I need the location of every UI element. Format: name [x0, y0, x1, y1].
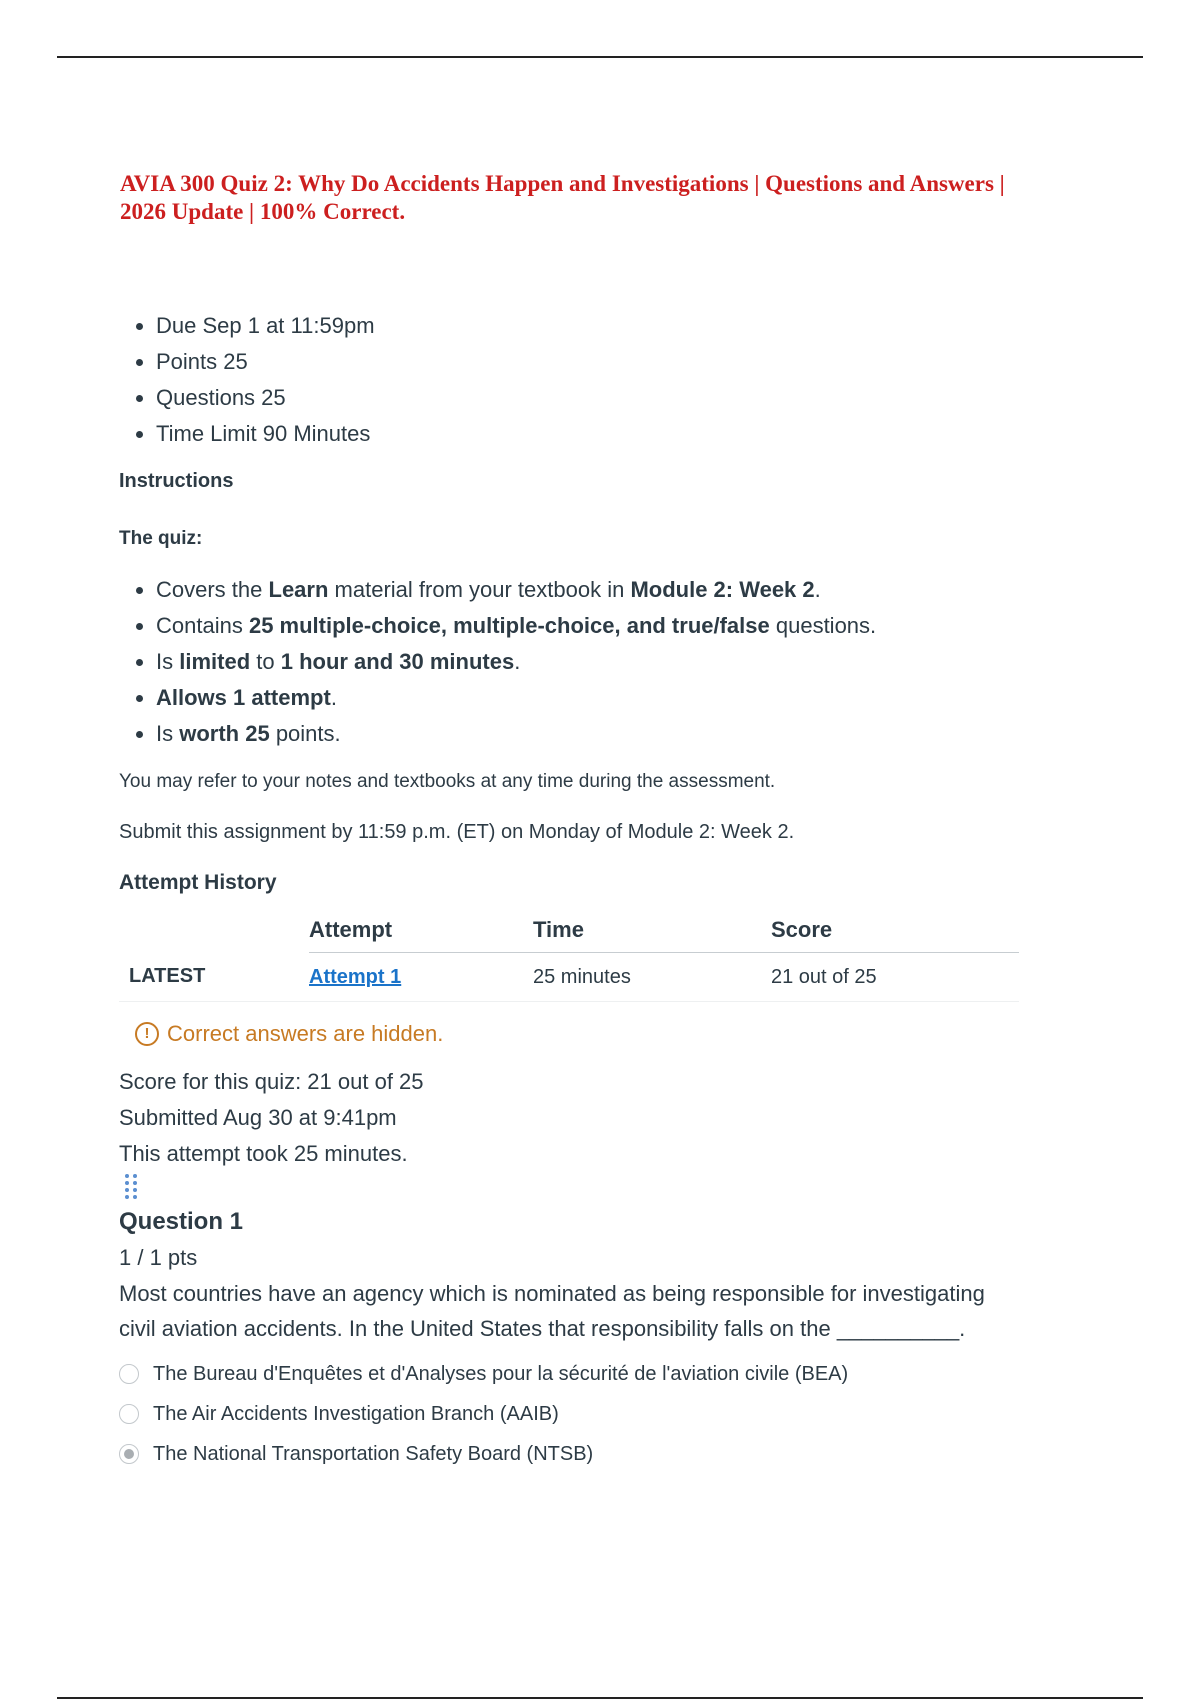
answers-hidden-notice: [135, 1018, 1019, 1050]
column-header-score: Score: [771, 908, 1019, 953]
notice-text: Correct answers are hidden.: [167, 1021, 444, 1046]
attempt-history-heading: Attempt History: [119, 871, 277, 894]
submitted-time: Submitted Aug 30 at 9:41pm: [119, 1105, 397, 1130]
radio-button[interactable]: [119, 1404, 139, 1424]
drag-handle-icon[interactable]: [119, 1174, 143, 1200]
submit-paragraph: Submit this assignment by 11:59 p.m. (ET) on Monday of Module 2: Week 2.: [119, 821, 795, 843]
rule-item: • Is worth 25 points.: [156, 716, 1019, 752]
rule-item: • Allows 1 attempt.: [156, 680, 1019, 716]
time-cell: 25 minutes: [533, 953, 771, 1002]
attempt-cell: [309, 953, 533, 1002]
attempt-history-table: [119, 908, 1019, 1002]
quiz-meta-list: [119, 308, 1019, 452]
instructions-heading: Instructions: [119, 470, 234, 492]
column-header-blank: [119, 908, 309, 953]
column-header-time: Time: [533, 908, 771, 953]
score-cell: 21 out of 25: [771, 953, 1019, 1002]
rule-item: • Covers the Learn material from your textbook in Module 2: Week 2.: [156, 572, 1019, 608]
quiz-score: Score for this quiz: 21 out of 25: [119, 1069, 424, 1094]
meta-time-limit: • Time Limit 90 Minutes: [156, 416, 1019, 452]
notes-paragraph: You may refer to your notes and textbooks at any time during the assessment.: [119, 771, 776, 792]
page-top-rule: [57, 56, 1143, 58]
answer-option-aaib[interactable]: [119, 1394, 1019, 1434]
meta-due: • Due Sep 1 at 11:59pm: [156, 308, 1019, 344]
meta-questions: • Questions 25: [156, 380, 1019, 416]
quiz-content: [119, 308, 1019, 1474]
result-summary: [119, 1064, 1019, 1172]
attempt-duration: This attempt took 25 minutes.: [119, 1141, 408, 1166]
question-text: Most countries have an agency which is nominated as being responsible for investigating civil aviation accidents. In the United States that responsibility falls on the __________.: [119, 1281, 985, 1341]
radio-button[interactable]: [119, 1364, 139, 1384]
meta-points: • Points 25: [156, 344, 1019, 380]
quiz-subheading: The quiz:: [119, 528, 203, 549]
table-header-row: [119, 908, 1019, 953]
answer-label: The Bureau d'Enquêtes et d'Analyses pour la sécurité de l'aviation civile (BEA): [153, 1362, 849, 1385]
page-bottom-rule: [57, 1697, 1143, 1699]
rule-item: • Contains 25 multiple-choice, multiple-choice, and true/false questions.: [156, 608, 1019, 644]
answer-option-bea[interactable]: [119, 1354, 1019, 1394]
radio-button-selected[interactable]: [119, 1444, 139, 1464]
table-row: [119, 953, 1019, 1002]
answer-option-ntsb[interactable]: [119, 1434, 1019, 1474]
document-title: AVIA 300 Quiz 2: Why Do Accidents Happen and Investigations | Questions and Answers | 2026 Update | 100% Correct.: [120, 171, 1005, 224]
column-header-attempt: Attempt: [309, 908, 533, 953]
question-title: Question 1: [119, 1208, 244, 1235]
quiz-rules-list: [119, 572, 1019, 752]
answer-options: [119, 1354, 1019, 1474]
exclamation-circle-icon: !: [135, 1022, 159, 1046]
answer-label: The Air Accidents Investigation Branch (AAIB): [153, 1402, 559, 1425]
rule-item: • Is limited to 1 hour and 30 minutes.: [156, 644, 1019, 680]
attempt-1-link[interactable]: Attempt 1: [309, 965, 402, 988]
question-points: 1 / 1 pts: [119, 1245, 198, 1270]
answer-label: The National Transportation Safety Board (NTSB): [153, 1442, 594, 1465]
latest-label: LATEST: [119, 953, 309, 1002]
